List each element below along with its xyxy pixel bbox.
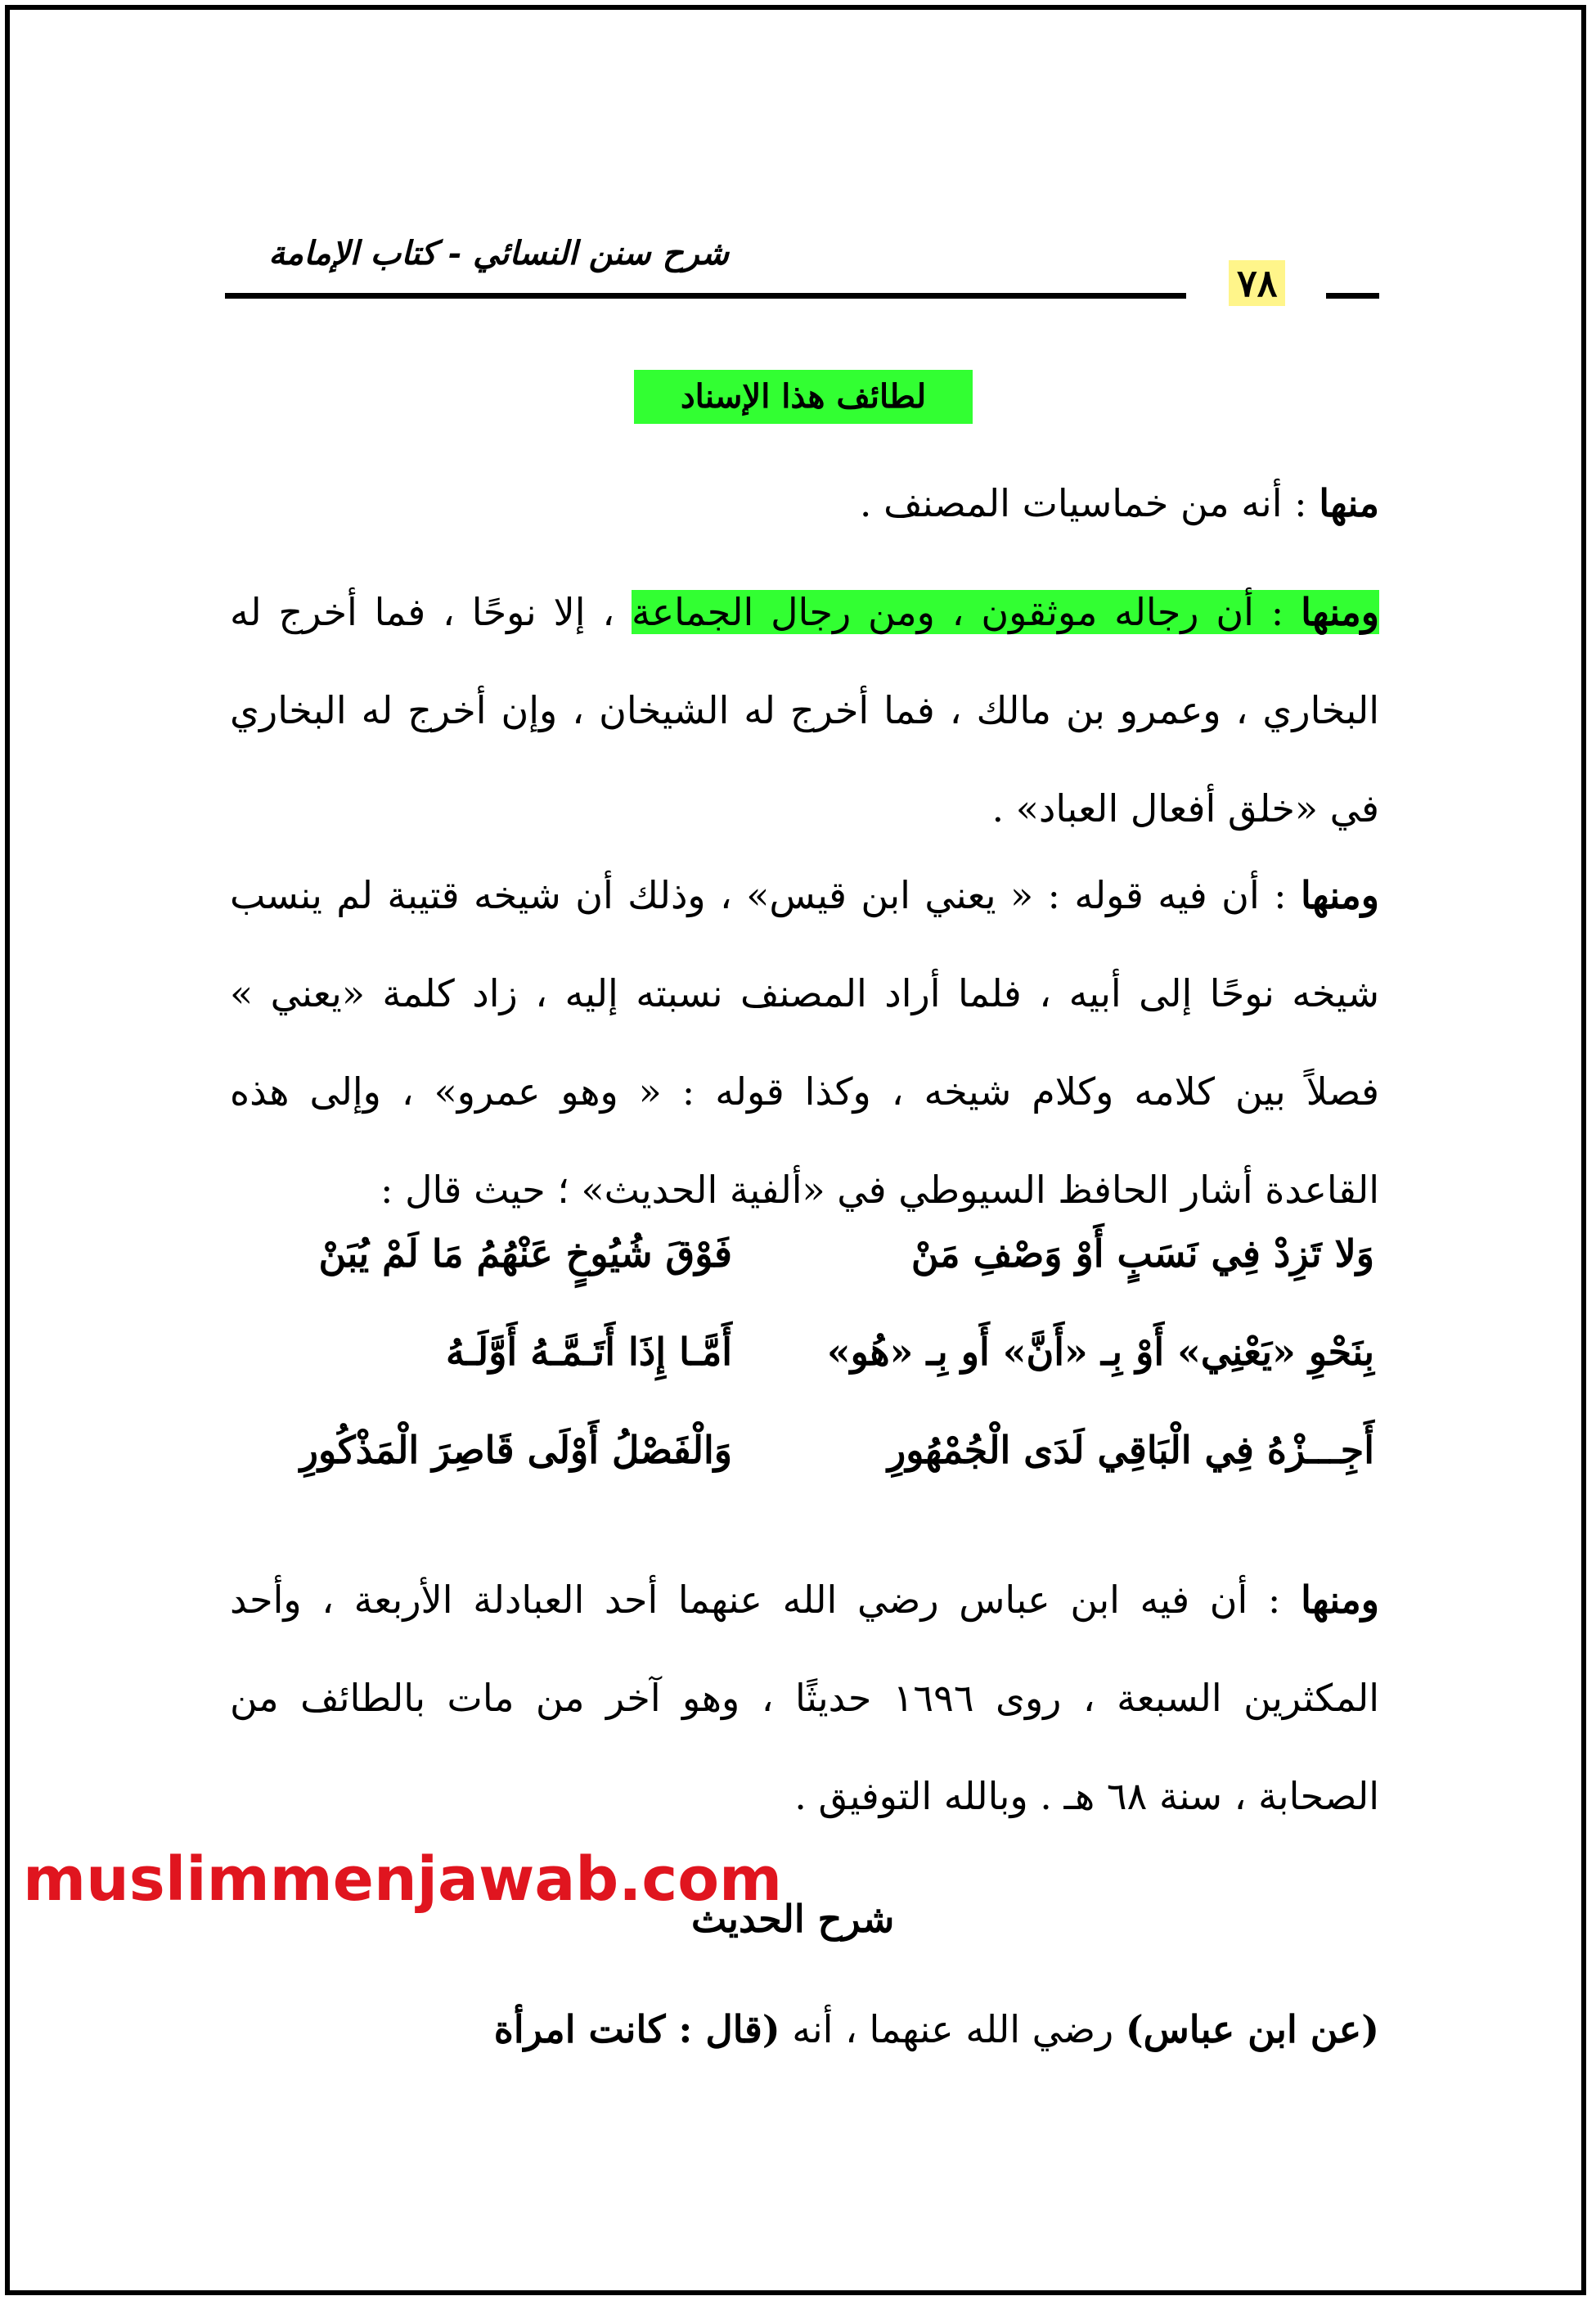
poem-verse bbox=[225, 1231, 1374, 1330]
paragraph-2 bbox=[230, 563, 1379, 858]
verse-second-hemistich: وَالْفَصْلُ أَوْلَى قَاصِرَ الْمَذْكُورِ bbox=[299, 1428, 732, 1472]
quote-start: (قال : كانت امرأة bbox=[493, 2007, 780, 2051]
page-number: ٧٨ bbox=[1229, 260, 1285, 306]
poem-verse bbox=[225, 1330, 1374, 1428]
highlighted-text: : أن رجاله موثقون ، ومن رجال الجماعة bbox=[632, 590, 1284, 634]
paragraph-text: : أن فيه قوله : « يعني ابن قيس» ، وذلك أن شيخه قتيبة لم ينسب شيخه نوحًا إلى أبيه ، فلما أراد المصنف نسبته إليه ، زاد كلمة «يعني » فصلاً بين كلامه وكلام شيخه ، وكذا قوله : « وهو عمرو» ، وإلى هذه القاعدة أشار الحافظ السيوطي في «ألفية الحديث» ؛ حيث قال : bbox=[230, 873, 1379, 1212]
paragraph-3 bbox=[230, 846, 1379, 1239]
paragraph-label: ومنها bbox=[1301, 590, 1380, 634]
paragraph-label: منها bbox=[1319, 481, 1379, 525]
section-title: لطائف هذا الإسناد bbox=[634, 370, 973, 424]
verse-first-hemistich: بِنَحْوِ «يَعْنِي» أَوْ بِـ «أَنَّ» أَو بِـ «هُو» bbox=[826, 1330, 1374, 1374]
verse-second-hemistich: فَوْقَ شُيُوخٍ عَنْهُمُ مَا لَمْ يُبَنْ bbox=[318, 1231, 732, 1276]
narration: رضي الله عنهما ، أنه bbox=[792, 2007, 1114, 2051]
paragraph-text: : أنه من خماسيات المصنف . bbox=[859, 481, 1307, 525]
last-line bbox=[230, 1980, 1379, 2078]
paragraph-text: : أن فيه ابن عباس رضي الله عنهما أحد العبادلة الأربعة ، وأحد المكثرين السبعة ، روى ١٦٩٦ حديثًا ، وهو آخر من مات بالطائف من الصحابة ، سنة ٦٨ هـ . وبالله التوفيق . bbox=[230, 1578, 1379, 1818]
paragraph-label: ومنها bbox=[1301, 873, 1379, 917]
header-rule-short bbox=[1326, 293, 1379, 299]
paragraph-4 bbox=[230, 1551, 1379, 1845]
poem-verse bbox=[225, 1428, 1374, 1526]
paragraph-label: ومنها bbox=[1301, 1578, 1380, 1622]
highlighted-phrase bbox=[632, 590, 1379, 634]
verse-first-hemistich: وَلا تَزِدْ فِي نَسَبٍ أَوْ وَصْفِ مَنْ bbox=[910, 1231, 1374, 1276]
paragraph-text: ، إلا نوحًا ، فما أخرج له البخاري ، وعمرو بن مالك ، فما أخرج له الشيخان ، وإن أخرج له البخاري في «خلق أفعال العباد» . bbox=[230, 590, 1379, 831]
verse-second-hemistich: أَمَّـا إِذَا أَتَـمَّـهُ أَوَّلَـهُ bbox=[446, 1330, 732, 1374]
watermark: muslimmenjawab.com bbox=[23, 1844, 783, 1915]
paragraph-1 bbox=[230, 454, 1379, 552]
verse-first-hemistich: أَجِـــزْهُ فِي الْبَاقِي لَدَى الْجُمْهُورِ bbox=[888, 1428, 1374, 1472]
narrator: (عن ابن عباس) bbox=[1125, 2007, 1379, 2051]
subtitle: شرح الحديث bbox=[691, 1897, 895, 1941]
running-header: شرح سنن النسائي - كتاب الإمامة bbox=[268, 234, 729, 272]
header-rule bbox=[225, 293, 1186, 299]
